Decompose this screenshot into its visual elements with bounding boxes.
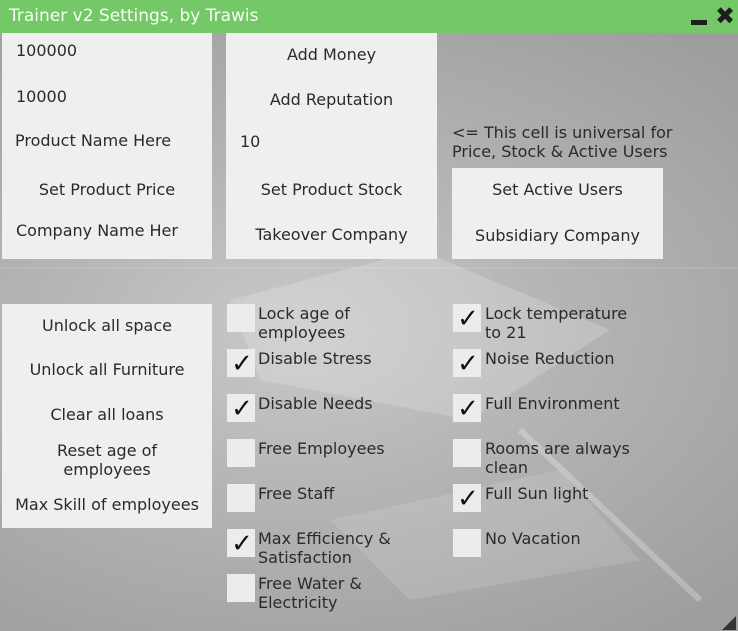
- label-line-1: Max Efficiency &: [258, 529, 391, 548]
- checkmark-icon: ✓: [457, 394, 479, 424]
- add-money-button[interactable]: Add Money: [286, 45, 377, 64]
- free-water-label: [258, 574, 362, 612]
- checkmark-icon: ✓: [457, 304, 479, 334]
- reset-age-line-2: employees: [63, 460, 151, 479]
- universal-input[interactable]: 10: [240, 132, 261, 151]
- checkmark-icon: [229, 439, 255, 467]
- label-line-2: Satisfaction: [258, 548, 352, 567]
- lock-age-label: [258, 304, 350, 342]
- disable-stress-label: [258, 349, 372, 368]
- minimize-button[interactable]: [691, 20, 707, 25]
- set-active-users-button[interactable]: Set Active Users: [492, 180, 623, 199]
- label-line-2: Electricity: [258, 593, 338, 612]
- noise-reduction-label: [485, 349, 614, 368]
- checkmark-icon: [229, 304, 255, 332]
- note-line-2: Price, Stock & Active Users: [452, 142, 668, 161]
- checkmark-icon: [455, 529, 481, 557]
- subsidiary-company-button[interactable]: Subsidiary Company: [475, 226, 640, 245]
- checkmark-icon: [229, 574, 255, 602]
- max-efficiency-label: [258, 529, 391, 567]
- checkmark-icon: ✓: [231, 349, 253, 379]
- title-bar[interactable]: [0, 0, 738, 33]
- label-line-2: employees: [258, 323, 346, 342]
- clear-all-loans-button[interactable]: Clear all loans: [50, 405, 164, 424]
- set-product-price-button[interactable]: Set Product Price: [38, 180, 176, 199]
- label-line-1: No Vacation: [485, 529, 581, 548]
- reset-age-line-1: Reset age of: [56, 441, 158, 460]
- checkmark-icon: ✓: [231, 394, 253, 424]
- max-skill-button[interactable]: Max Skill of employees: [15, 495, 199, 514]
- universal-cell-note: [452, 123, 672, 161]
- rooms-clean-label: [485, 439, 630, 477]
- checkmark-icon: ✓: [457, 349, 479, 379]
- unlock-all-furniture-button[interactable]: Unlock all Furniture: [29, 360, 185, 379]
- label-line-2: to 21: [485, 323, 527, 342]
- add-reputation-button[interactable]: Add Reputation: [269, 90, 394, 109]
- full-environment-checkbox[interactable]: [453, 394, 481, 422]
- noise-reduction-checkbox[interactable]: [453, 349, 481, 377]
- full-sun-label: [485, 484, 588, 503]
- label-line-1: Lock age of: [258, 304, 350, 323]
- money-input[interactable]: 100000: [16, 41, 78, 60]
- rooms-clean-checkbox[interactable]: [453, 439, 481, 467]
- unlock-all-space-button[interactable]: Unlock all space: [42, 316, 172, 335]
- free-staff-label: [258, 484, 334, 503]
- label-line-1: Rooms are always: [485, 439, 630, 458]
- max-efficiency-checkbox[interactable]: [227, 529, 255, 557]
- set-product-stock-button[interactable]: Set Product Stock: [260, 180, 403, 199]
- checkmark-icon: [229, 484, 255, 512]
- free-water-checkbox[interactable]: [227, 574, 255, 602]
- full-sun-checkbox[interactable]: [453, 484, 481, 512]
- takeover-company-button[interactable]: Takeover Company: [255, 225, 408, 244]
- label-line-2: clean: [485, 458, 529, 477]
- reputation-input[interactable]: 10000: [16, 87, 67, 106]
- free-employees-checkbox[interactable]: [227, 439, 255, 467]
- label-line-1: Free Staff: [258, 484, 335, 503]
- lock-temperature-label: [485, 304, 627, 342]
- reset-age-button[interactable]: [2, 441, 212, 479]
- no-vacation-label: [485, 529, 581, 548]
- disable-needs-checkbox[interactable]: [227, 394, 255, 422]
- checkmark-icon: ✓: [457, 484, 479, 514]
- disable-stress-checkbox[interactable]: [227, 349, 255, 377]
- note-line-1: <= This cell is universal for: [452, 123, 673, 142]
- free-employees-label: [258, 439, 385, 458]
- label-line-1: Disable Needs: [258, 394, 373, 413]
- lock-age-checkbox[interactable]: [227, 304, 255, 332]
- resize-grip[interactable]: [722, 616, 736, 630]
- company-name-input[interactable]: Company Name Her: [16, 221, 178, 240]
- window-title: Trainer v2 Settings, by Trawis: [9, 6, 259, 26]
- label-line-1: Full Sun light: [485, 484, 589, 503]
- label-line-1: Lock temperature: [485, 304, 628, 323]
- checkmark-icon: ✓: [231, 529, 253, 559]
- no-vacation-checkbox[interactable]: [453, 529, 481, 557]
- close-button[interactable]: ✖: [714, 2, 736, 30]
- disable-needs-label: [258, 394, 373, 413]
- label-line-1: Free Employees: [258, 439, 385, 458]
- product-name-input[interactable]: Product Name Here: [15, 131, 172, 150]
- checkmark-icon: [455, 439, 481, 467]
- label-line-1: Free Water &: [258, 574, 362, 593]
- lock-temperature-checkbox[interactable]: [453, 304, 481, 332]
- free-staff-checkbox[interactable]: [227, 484, 255, 512]
- full-environment-label: [485, 394, 620, 413]
- label-line-1: Full Environment: [485, 394, 620, 413]
- label-line-1: Disable Stress: [258, 349, 372, 368]
- label-line-1: Noise Reduction: [485, 349, 615, 368]
